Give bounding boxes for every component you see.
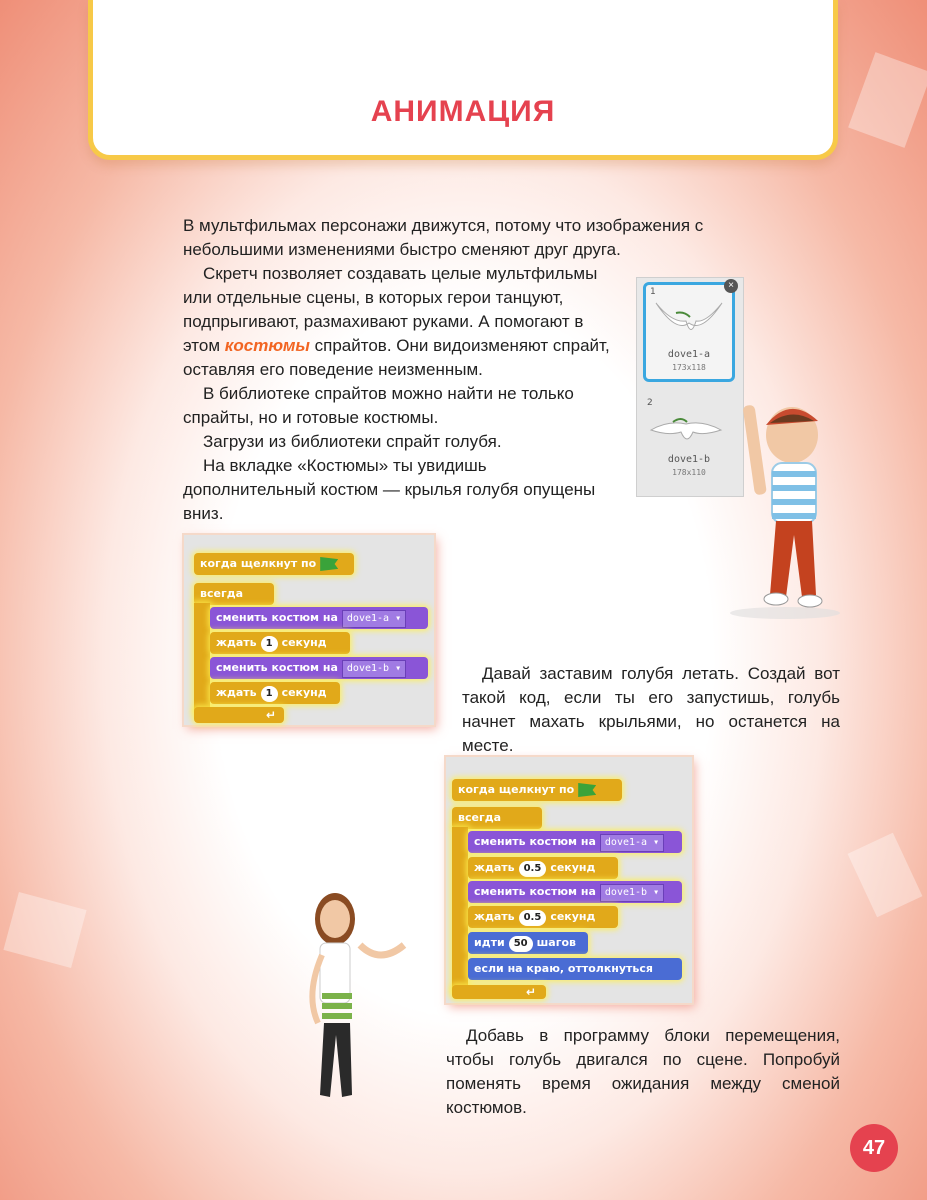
switch-label: сменить костюм на [216, 661, 338, 674]
intro-text [183, 214, 743, 262]
wait-label: ждать [216, 636, 257, 649]
move-label: идти [474, 936, 505, 949]
steps-label: шагов [536, 936, 576, 949]
bounce-block[interactable] [468, 958, 682, 980]
background-shard [3, 892, 86, 968]
final-text [446, 1024, 840, 1120]
seconds-label: секунд [281, 636, 327, 649]
hat-label: когда щелкнут по [200, 557, 317, 570]
switch-label: сменить костюм на [216, 611, 338, 624]
costume-name: dove1-b [667, 454, 711, 465]
green-flag-icon [320, 557, 338, 571]
costume-number: 2 [647, 398, 653, 408]
costume-dropdown[interactable]: dove1-b ▾ [342, 660, 406, 678]
forever-end [452, 985, 546, 999]
wait-input[interactable]: 1 [261, 686, 278, 702]
header-banner [88, 0, 838, 160]
loop-arrow-icon: ↵ [526, 985, 537, 999]
when-flag-clicked-block[interactable] [452, 779, 622, 801]
costume-size: 173x118 [672, 363, 706, 372]
background-shard [848, 833, 923, 918]
seconds-label: секунд [550, 910, 596, 923]
wait-block[interactable] [210, 682, 340, 704]
paragraph-library: В библиотеке спрайтов можно найти не только спрайты, но и готовые костюмы. [183, 384, 574, 427]
switch-costume-block[interactable] [468, 881, 682, 903]
forever-block[interactable] [194, 583, 274, 605]
dropdown-value: dove1-a [604, 837, 648, 848]
forever-bar [452, 827, 468, 993]
forever-block[interactable] [452, 807, 542, 829]
text-after: спрайтов. Они видоизменяют спрайт, оставляя его поведение неизменным. [183, 336, 610, 379]
green-flag-icon [578, 783, 596, 797]
instruction-paragraph: Давай заставим голубя летать. Создай вот такой код, если ты его запустишь, голубь начнет махать крыльями, но останется на месте. [462, 664, 840, 755]
move-steps-block[interactable] [468, 932, 588, 954]
intro-paragraph: В мультфильмах персонажи движутся, потому что изображения с небольшими изменениями быстро сменяют друг друга. [183, 216, 704, 259]
boy-illustration [710, 385, 840, 625]
paragraph-scratch [183, 262, 617, 382]
costume-dropdown[interactable]: dove1-b ▾ [600, 884, 664, 902]
wait-block[interactable] [468, 906, 618, 928]
wait-label: ждать [474, 861, 515, 874]
wait-input[interactable]: 0.5 [519, 910, 547, 926]
highlight-term: костюмы [224, 336, 310, 355]
code-block-1 [184, 535, 434, 725]
wait-input[interactable]: 1 [261, 636, 278, 652]
forever-label: всегда [458, 811, 501, 824]
loop-arrow-icon: ↵ [266, 708, 277, 722]
code-block-2 [446, 757, 692, 1003]
forever-bar [194, 603, 210, 713]
costume-item-1[interactable] [643, 282, 735, 382]
costume-description [183, 262, 617, 526]
wait-block[interactable] [468, 857, 618, 879]
paragraph-tab: На вкладке «Костюмы» ты увидишь дополнительный костюм — крылья голубя опущены вниз. [183, 456, 596, 523]
text-before: Скретч позволяет создавать целые мультфильмы или отдельные сцены, в которых герои танцуют, подпрыгивают, размахивают руками. А помогают в этом [183, 264, 598, 355]
switch-costume-block[interactable] [468, 831, 682, 853]
wait-label: ждать [216, 686, 257, 699]
background-shard [848, 52, 927, 148]
dropdown-value: dove1-a [346, 613, 390, 624]
costume-dropdown[interactable]: dove1-a ▾ [600, 834, 664, 852]
wait-label: ждать [474, 910, 515, 923]
switch-label: сменить костюм на [474, 835, 596, 848]
seconds-label: секунд [281, 686, 327, 699]
when-flag-clicked-block[interactable] [194, 553, 354, 575]
page-title: АНИМАЦИЯ [370, 95, 556, 128]
seconds-label: секунд [550, 861, 596, 874]
bounce-label: если на краю, оттолкнуться [474, 962, 653, 975]
dropdown-value: dove1-b [604, 887, 648, 898]
delete-icon[interactable]: × [724, 279, 738, 293]
steps-input[interactable]: 50 [509, 936, 533, 952]
page-number: 47 [850, 1124, 898, 1172]
girl-illustration [300, 885, 410, 1115]
costume-dropdown[interactable]: dove1-a ▾ [342, 610, 406, 628]
costume-name: dove1-a [667, 349, 711, 360]
dropdown-value: dove1-b [346, 663, 390, 674]
costume-size: 178x110 [672, 468, 706, 477]
paragraph-load: Загрузи из библиотеки спрайт голубя. [203, 432, 502, 451]
final-paragraph: Добавь в программу блоки перемещения, чтобы голубь двигался по сцене. Попробуй поменять время ожидания между сменой костюмов. [446, 1026, 840, 1117]
forever-end [194, 707, 284, 723]
wait-input[interactable]: 0.5 [519, 861, 547, 877]
costume-number: 1 [650, 287, 656, 297]
switch-costume-block[interactable] [210, 657, 428, 679]
hat-label: когда щелкнут по [458, 783, 575, 796]
forever-label: всегда [200, 587, 243, 600]
dove-wings-up-icon [646, 293, 732, 343]
switch-costume-block[interactable] [210, 607, 428, 629]
instruction-text [462, 662, 840, 758]
switch-label: сменить костюм на [474, 885, 596, 898]
wait-block[interactable] [210, 632, 350, 654]
